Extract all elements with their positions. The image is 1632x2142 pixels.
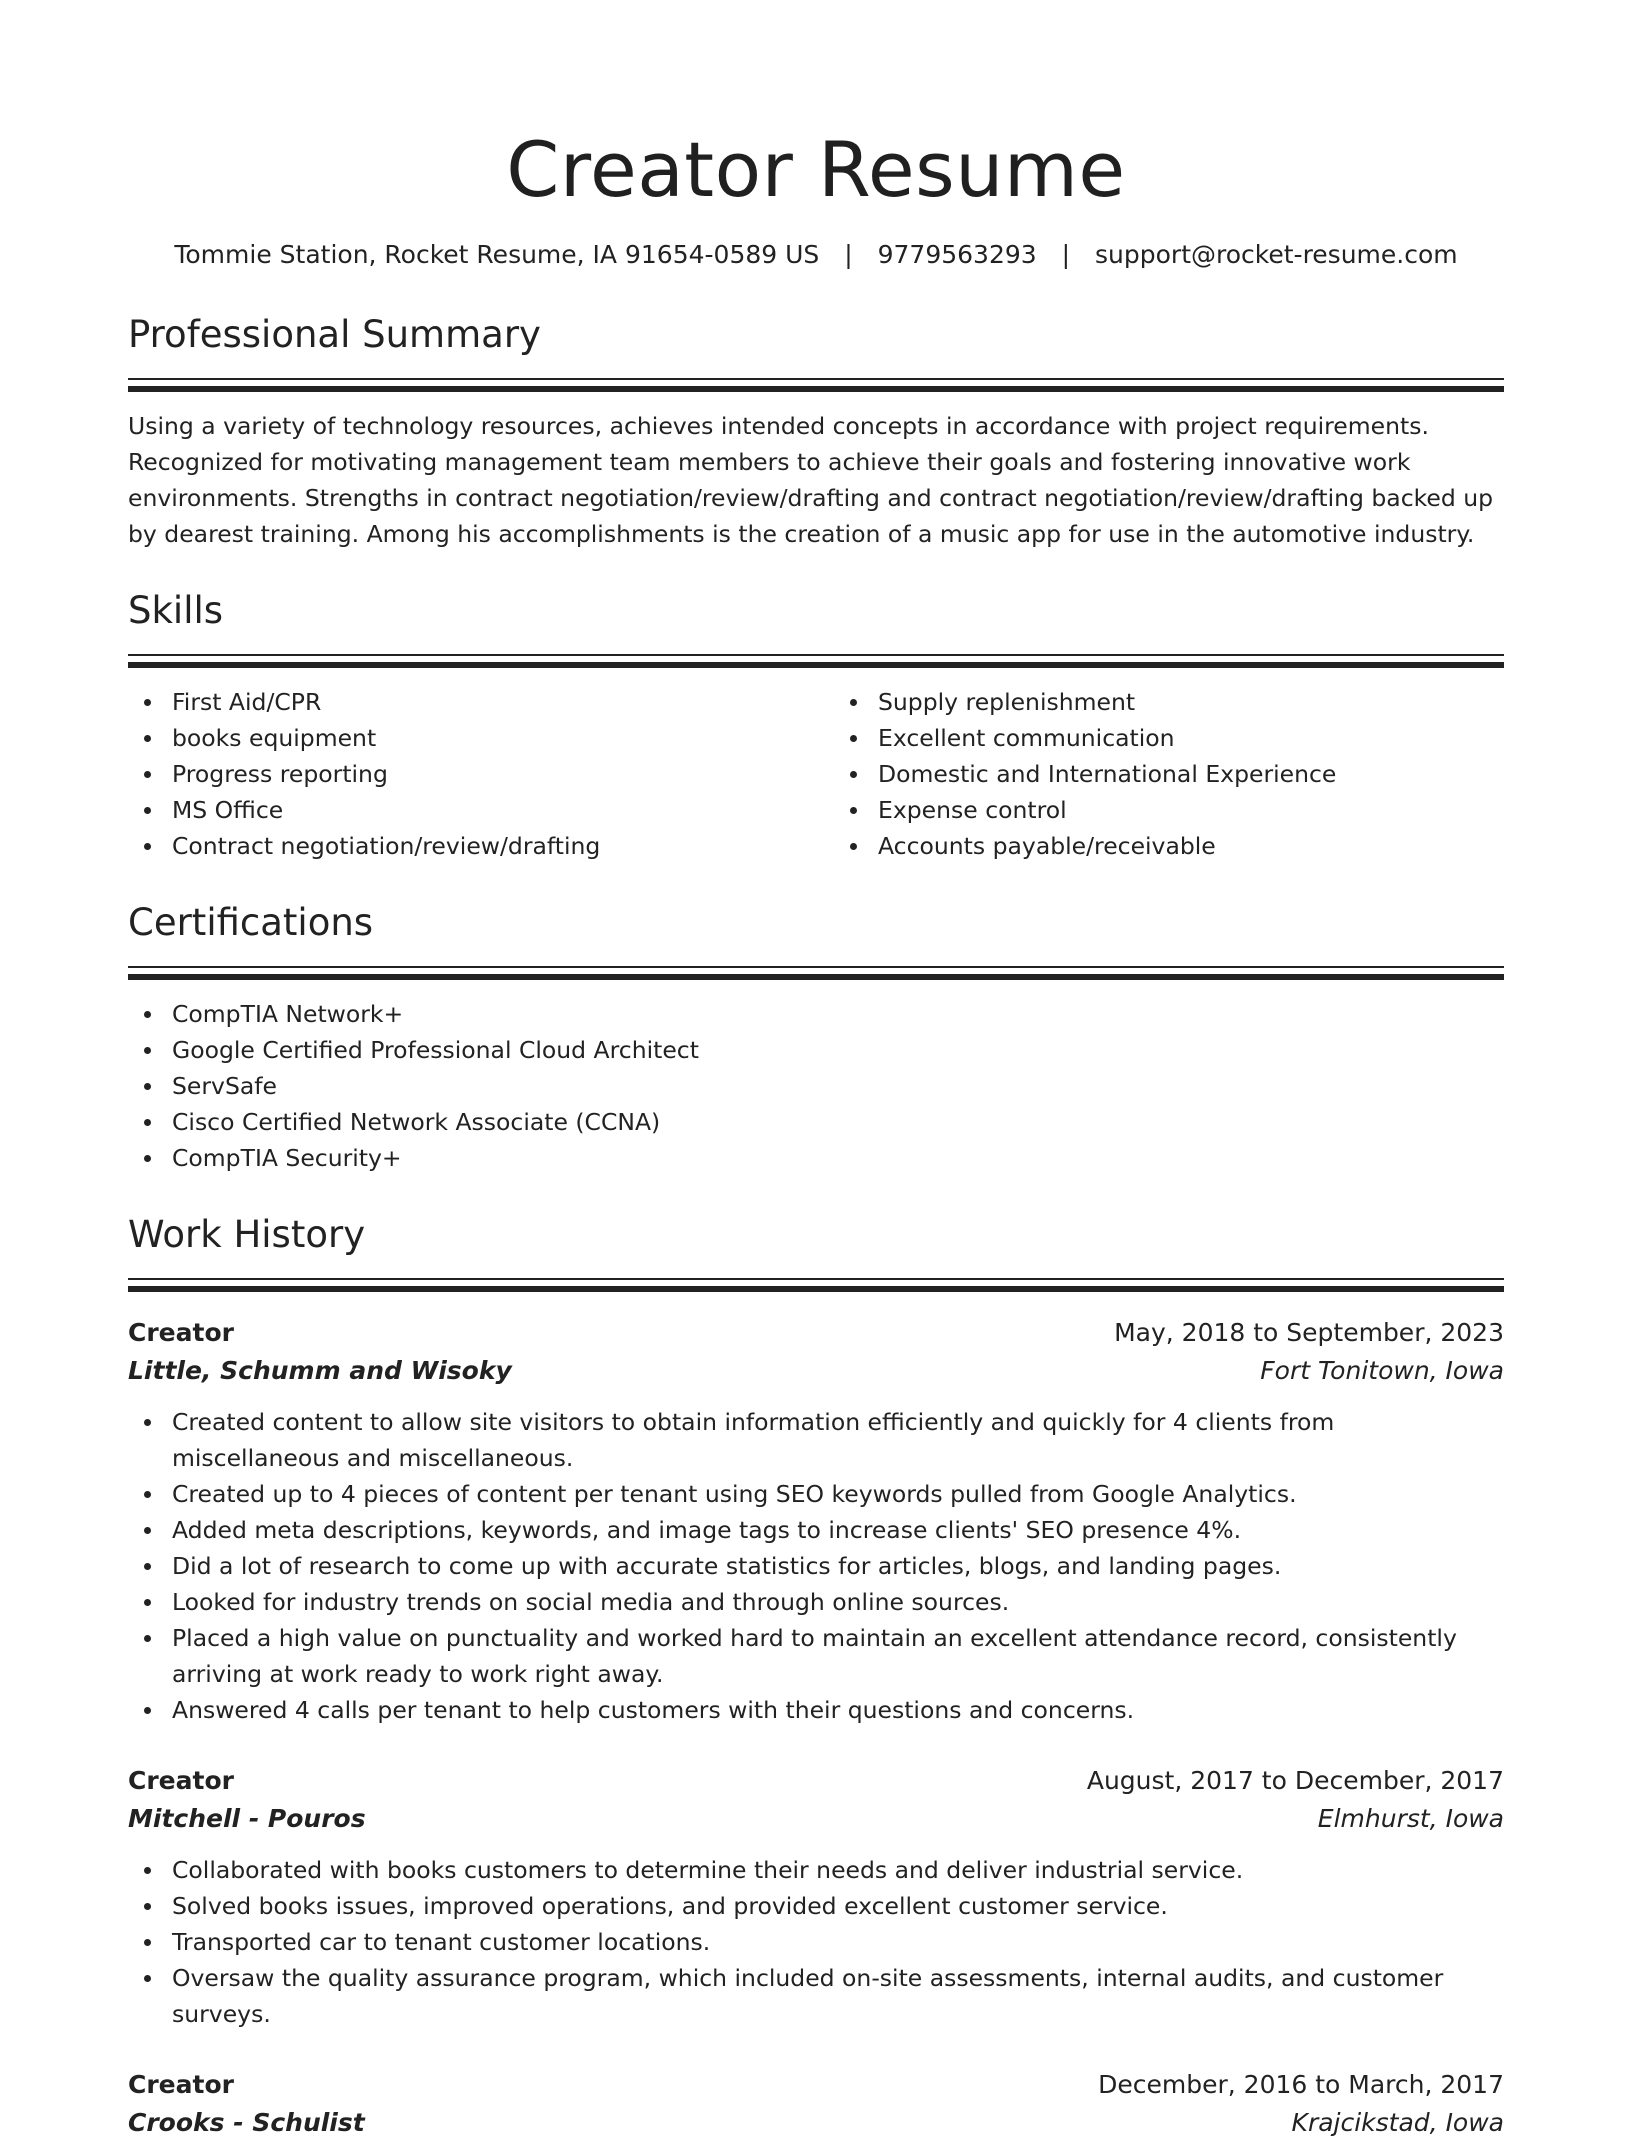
certification-item: CompTIA Network+ [128,996,1504,1032]
job-bullet: Solved books issues, improved operations, and provided excellent customer service. [128,1888,1504,1924]
resume-name: Creator Resume [506,125,1126,214]
job-bullets [128,1404,1504,1728]
job-bullet: Answered 4 calls per tenant to help customers with their questions and concerns. [128,1692,1504,1728]
skill-item: Supply replenishment [834,684,1504,720]
certifications-section [128,900,1504,1176]
job-bullet: Did a lot of research to come up with accurate statistics for articles, blogs, and landing pages. [128,1548,1504,1584]
section-divider [128,654,1504,668]
summary-section [128,312,1504,552]
job-title: Creator [128,2070,234,2099]
job-location: Krajcikstad, Iowa [1291,2108,1504,2137]
summary-text: Using a variety of technology resources, achieves intended concepts in accordance with project requirements. Recognized for motivating management team members to achieve their goals and fostering innovative work environments. Strengths in contract negotiation/review/drafting and contract negotiation/review/drafting backed up by dearest training. Among his accomplishments is the creation of a music app for use in the automotive industry. [128,412,1494,548]
section-title: Professional Summary [128,313,541,356]
job-subheader [128,1352,1504,1390]
contact-separator: | [1061,240,1071,269]
certification-item: CompTIA Security+ [128,1140,1504,1176]
section-title: Skills [128,589,224,632]
skill-item: Expense control [834,792,1504,828]
skill-item: Progress reporting [128,756,816,792]
job-title: Creator [128,1766,234,1795]
certification-item: Cisco Certified Network Associate (CCNA) [128,1104,1504,1140]
job-subheader [128,1800,1504,1838]
section-divider [128,1278,1504,1292]
section-divider [128,378,1504,392]
skills-section [128,588,1504,864]
skills-list-right [816,684,1504,864]
job-company: Crooks - Schulist [128,2108,365,2137]
section-title: Certifications [128,901,374,944]
job-title: Creator [128,1318,234,1347]
job-header [128,2066,1504,2104]
job-bullet: Transported car to tenant customer locations. [128,1924,1504,1960]
section-divider [128,966,1504,980]
job-entry [128,1762,1504,2032]
job-bullet: Created content to allow site visitors to obtain information efficiently and quickly for 4 clients from miscellaneous and miscellaneous. [128,1404,1504,1476]
skills-grid [128,684,1504,864]
contact-email: support@rocket-resume.com [1095,240,1458,269]
skill-item: Accounts payable/receivable [834,828,1504,864]
job-dates: May, 2018 to September, 2023 [1114,1318,1504,1347]
certification-item: ServSafe [128,1068,1504,1104]
job-subheader [128,2104,1504,2142]
job-entry [128,2066,1504,2142]
skill-item: First Aid/CPR [128,684,816,720]
job-bullet: Oversaw the quality assurance program, which included on-site assessments, internal audits, and customer surveys. [128,1960,1504,2032]
skill-item: MS Office [128,792,816,828]
job-bullets [128,1852,1504,2032]
work-history-section [128,1212,1504,2142]
skill-item: Excellent communication [834,720,1504,756]
skill-item: books equipment [128,720,816,756]
skill-item: Contract negotiation/review/drafting [128,828,816,864]
job-entry [128,1314,1504,1728]
job-dates: December, 2016 to March, 2017 [1098,2070,1504,2099]
contact-address: Tommie Station, Rocket Resume, IA 91654-0589 US [174,240,820,269]
job-bullet: Collaborated with books customers to determine their needs and deliver industrial service. [128,1852,1504,1888]
certifications-list [128,996,1504,1176]
job-company: Little, Schumm and Wisoky [128,1356,512,1385]
job-dates: August, 2017 to December, 2017 [1086,1766,1504,1795]
job-location: Elmhurst, Iowa [1317,1804,1504,1833]
contact-separator: | [844,240,853,269]
contact-line [128,238,1504,272]
job-company: Mitchell - Pouros [128,1804,366,1833]
job-bullet: Looked for industry trends on social media and through online sources. [128,1584,1504,1620]
skill-item: Domestic and International Experience [834,756,1504,792]
section-title: Work History [128,1213,366,1256]
job-bullet: Created up to 4 pieces of content per tenant using SEO keywords pulled from Google Analytics. [128,1476,1504,1512]
job-header [128,1762,1504,1800]
job-bullet: Added meta descriptions, keywords, and image tags to increase clients' SEO presence 4%. [128,1512,1504,1548]
contact-phone: 9779563293 [877,240,1037,269]
certification-item: Google Certified Professional Cloud Architect [128,1032,1504,1068]
job-header [128,1314,1504,1352]
job-bullet: Placed a high value on punctuality and worked hard to maintain an excellent attendance record, consistently arriving at work ready to work right away. [128,1620,1504,1692]
job-location: Fort Tonitown, Iowa [1260,1356,1504,1385]
skills-list-left [128,684,816,864]
